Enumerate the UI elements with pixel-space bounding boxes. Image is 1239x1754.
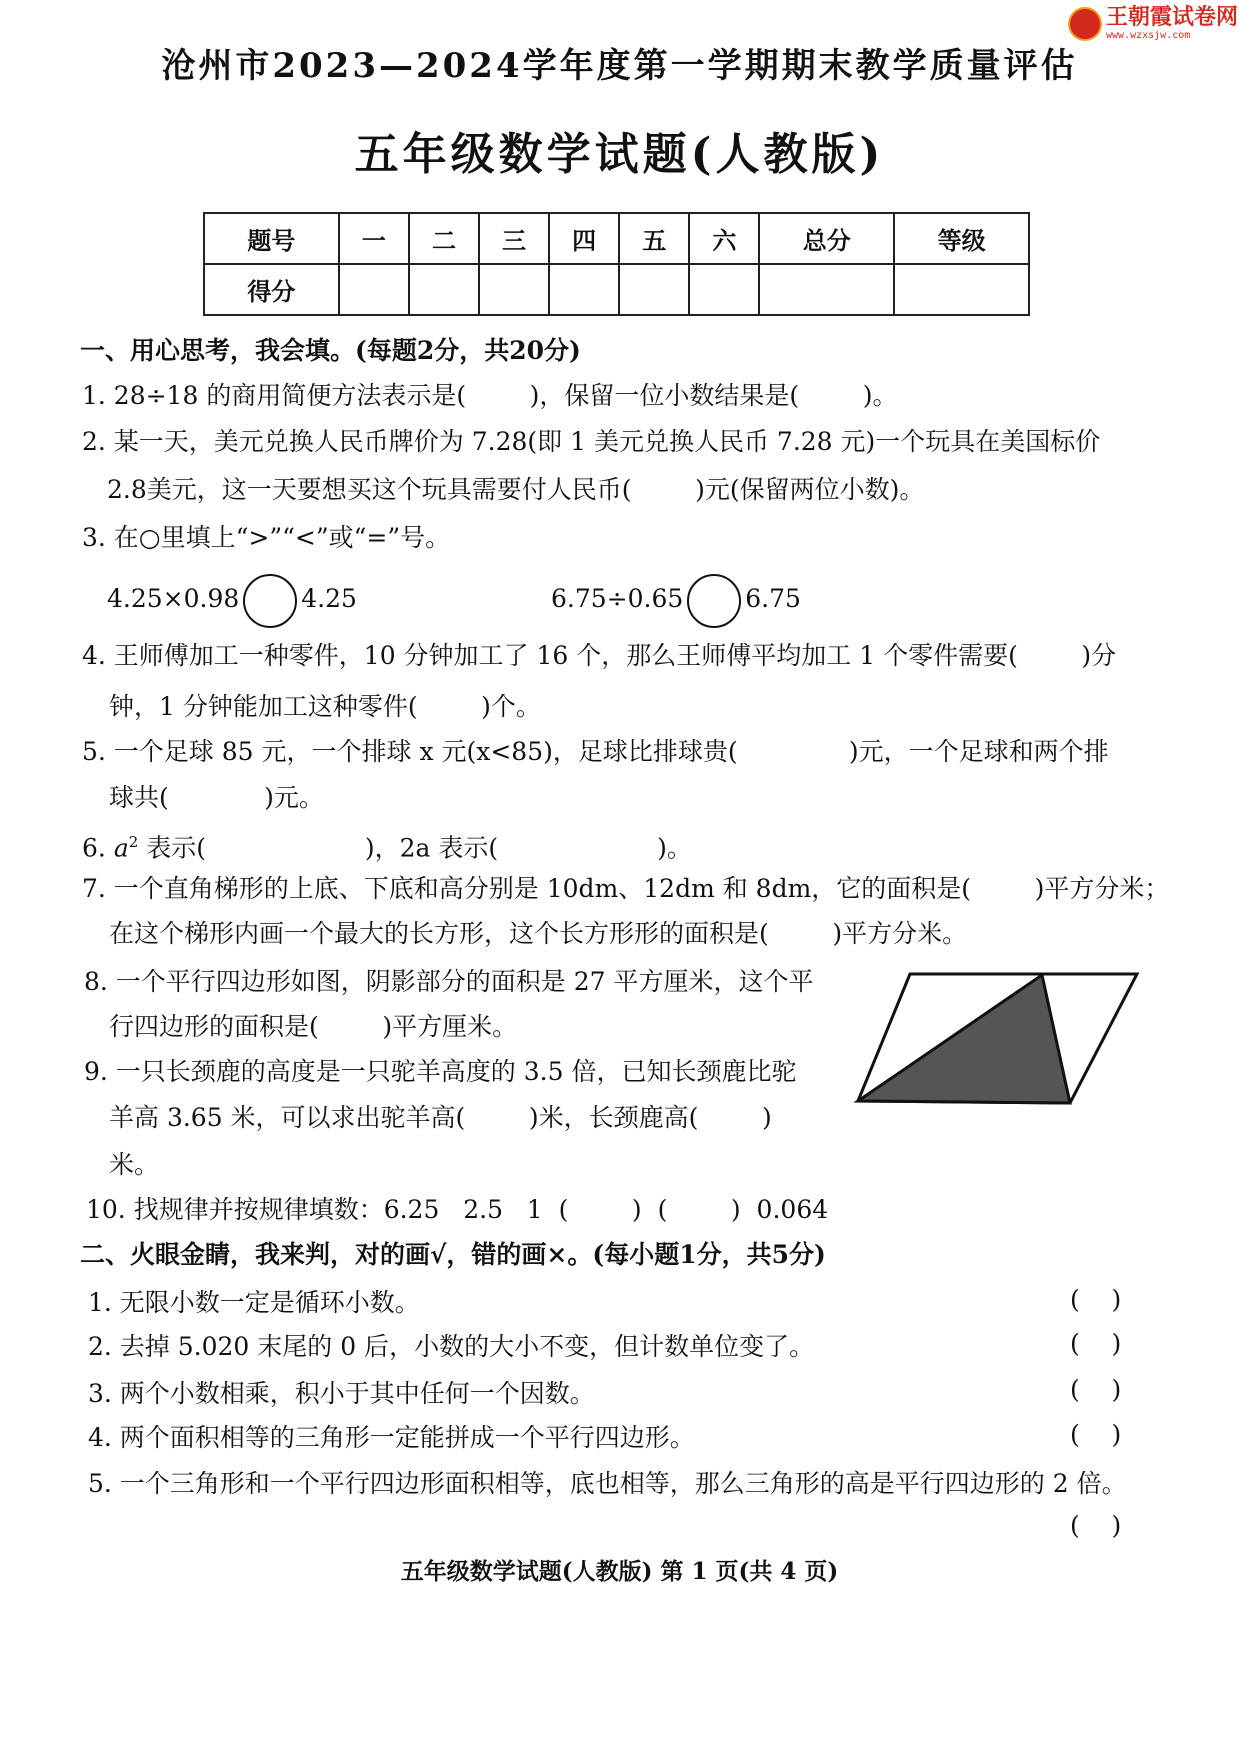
header-cell: 总分 xyxy=(759,213,894,264)
expr: 6.75 xyxy=(745,584,801,613)
answer-blank[interactable]: ( ) xyxy=(1070,1511,1122,1540)
question-line: 在这个梯形内画一个最大的长方形，这个长方形形的面积是( )平方分米。 xyxy=(109,919,968,948)
header-cell: 六 xyxy=(689,213,759,264)
answer-blank[interactable]: ( ) xyxy=(1070,1285,1122,1314)
question-line: 4. 王师傅加工一种零件，10 分钟加工了 16 个，那么王师傅平均加工 1 个零件需要( )分 xyxy=(82,641,1117,670)
answer-blank[interactable]: ( ) xyxy=(1070,1420,1122,1449)
row-label: 得分 xyxy=(204,264,339,315)
header-cell: 三 xyxy=(479,213,549,264)
shaded-triangle xyxy=(858,975,1070,1103)
header-cell: 等级 xyxy=(894,213,1029,264)
judge-item: 5. 一个三角形和一个平行四边形面积相等，底也相等，那么三角形的高是平行四边形的 2 倍。 xyxy=(88,1469,1127,1498)
question-line: 7. 一个直角梯形的上底、下底和高分别是 10dm、12dm 和 8dm，它的面积是( )平方分米； xyxy=(82,874,1170,903)
logo-name: 王朝霞试卷网 xyxy=(1106,5,1239,30)
header-cell: 题号 xyxy=(204,213,339,264)
expr: 4.25×0.98 xyxy=(107,584,240,613)
answer-blank[interactable]: ( ) xyxy=(1070,1375,1122,1404)
section1-heading: 一、用心思考，我会填。(每题2分，共20分) xyxy=(80,336,581,365)
q-num: 6. xyxy=(82,833,114,863)
expr: 4.25 xyxy=(301,584,357,613)
question-line: 球共( )元。 xyxy=(109,783,324,812)
judge-item: 2. 去掉 5.020 末尾的 0 后，小数的大小不变，但计数单位变了。 xyxy=(88,1332,815,1361)
question-line: 羊高 3.65 米，可以求出驼羊高( )米，长颈鹿高( ) xyxy=(109,1103,772,1132)
question-line: 3. 在○里填上“>”“<”或“=”号。 xyxy=(82,523,451,552)
exam-title: 沧州市2023—2024学年度第一学期期末教学质量评估 xyxy=(161,46,1078,86)
question-line: 米。 xyxy=(109,1150,160,1179)
question-line: 10. 找规律并按规律填数：6.25 2.5 1 ( ) ( ) 0.064 xyxy=(86,1195,829,1224)
judge-item: 1. 无限小数一定是循环小数。 xyxy=(88,1288,420,1317)
question-line: 9. 一只长颈鹿的高度是一只驼羊高度的 3.5 倍，已知长颈鹿比驼 xyxy=(84,1057,797,1086)
question-line: 钟，1 分钟能加工这种零件( )个。 xyxy=(109,692,541,721)
question-line: 行四边形的面积是( )平方厘米。 xyxy=(109,1012,518,1041)
var: a xyxy=(113,833,129,863)
judge-item: 4. 两个面积相等的三角形一定能拼成一个平行四边形。 xyxy=(88,1423,695,1452)
question-line: 5. 一个足球 85 元，一个排球 x 元(x<85)，足球比排球贵( )元，一个足球和两个排 xyxy=(82,737,1109,766)
section2-heading: 二、火眼金睛，我来判，对的画√，错的画×。(每小题1分，共5分) xyxy=(80,1240,826,1269)
exponent: 2 xyxy=(128,833,139,851)
answer-blank[interactable]: ( ) xyxy=(1070,1329,1122,1358)
page-footer: 五年级数学试题(人教版) 第 1 页(共 4 页) xyxy=(400,1558,839,1585)
judge-item: 3. 两个小数相乘，积小于其中任何一个因数。 xyxy=(88,1379,595,1408)
header-cell: 一 xyxy=(339,213,409,264)
header-cell: 二 xyxy=(409,213,479,264)
question-line: 8. 一个平行四边形如图，阴影部分的面积是 27 平方厘米，这个平 xyxy=(84,967,814,996)
question-line: 1. 28÷18 的商用简便方法表示是( )，保留一位小数结果是( )。 xyxy=(82,381,898,410)
logo-url: www.wzxsjw.com xyxy=(1106,30,1191,41)
exam-subtitle: 五年级数学试题(人教版) xyxy=(354,129,885,180)
header-cell: 四 xyxy=(549,213,619,264)
question-line: 2.8美元，这一天要想买这个玩具需要付人民币( )元(保留两位小数)。 xyxy=(107,475,925,504)
expr: 6.75÷0.65 xyxy=(551,584,684,613)
header-cell: 五 xyxy=(619,213,689,264)
question-line: 2. 某一天，美元兑换人民币牌价为 7.28(即 1 美元兑换人民币 7.28 元)一个玩具在美国标价 xyxy=(82,427,1101,456)
q-text: 表示( )，2a 表示( )。 xyxy=(138,833,692,863)
